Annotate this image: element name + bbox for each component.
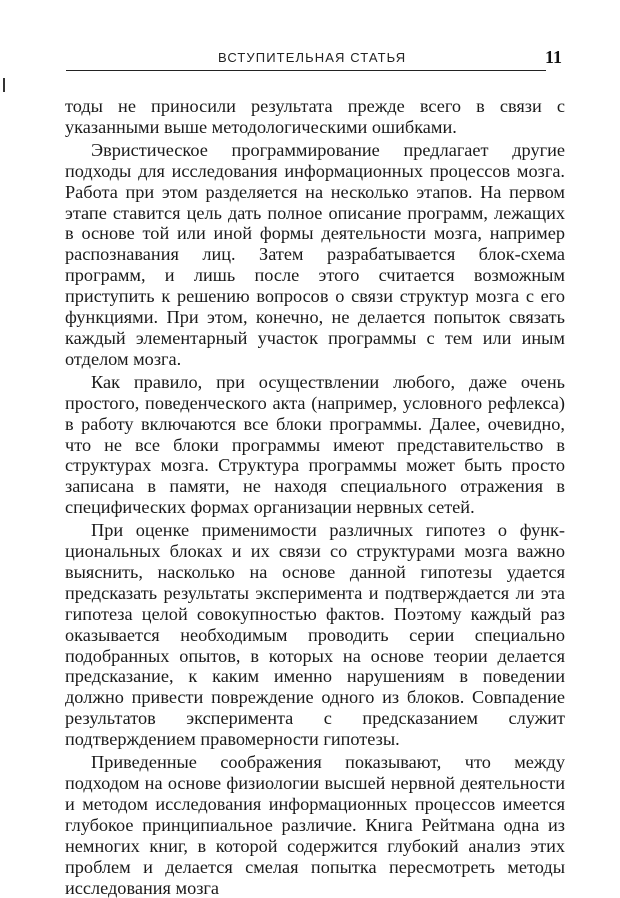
body-text (65, 96, 565, 898)
paragraph-reitman-book: Приведенные соображения показывают, что между подходом на основе физиологии высшей нервной деятельности и методом исследования информационных процессов имеется глубокое принципиальное различие. Книга Рейтмана одна из немногих книг, в которой содержится глубокий анализ этих проблем и делается смелая попытка пересмотреть методы исследования мозга (65, 752, 565, 898)
header-rule (66, 70, 546, 71)
running-title: ВСТУПИТЕЛЬНАЯ СТАТЬЯ (218, 50, 407, 65)
paragraph-hypothesis-evaluation: При оценке применимости различных гипотез о функциональных блоках и их связи со структурами мозга важно выяснить, насколько на основе данной гипотезы удается предсказать результаты эксперимента и подтверждается ли эта гипотеза целой совокупностью фактов. Поэтому каждый раз оказывается необходимым проводить серии специально подобранных опытов, в которых на основе теории делается предсказание, к каким именно нарушениям в поведении должно привести повреждение одного из блоков. Совпадение результатов эксперимента с предсказанием служит подтверждением правомерности гипотезы. (65, 520, 565, 750)
paragraph-heuristic-programming: Эвристическое программирование предлагает другие подходы для исследования информационных процессов мозга. Работа при этом разделяется на несколько этапов. На первом этапе ставится цель дать полное описание программ, лежащих в основе той или иной формы деятельности мозга, например распознавания лиц. Затем разрабатывается блок-схема программ, и лишь после этого считается возможным приступить к решению вопросов о связи структур мозга с его функциями. При этом, конечно, не делается попыток связать каждый элементарный участок программы с тем или иным отделом мозга. (65, 139, 565, 369)
paragraph-program-blocks: Как правило, при осуществлении любого, даже очень простого, поведенческого акта (например, условного рефлекса) в работу включаются все блоки программы. Далее, очевидно, что не все блоки программы имеют представительство в структурах мозга. Структура программы может быть просто записана в памяти, не находя специального отражения в специфических формах организации нервных сетей. (65, 371, 565, 518)
running-head (66, 44, 564, 72)
page-number: 11 (544, 47, 562, 67)
scan-edge-mark (3, 78, 5, 92)
paragraph-continuation: тоды не приносили результата прежде всего в связи с указанными выше методологическими ошибками. (65, 96, 565, 137)
